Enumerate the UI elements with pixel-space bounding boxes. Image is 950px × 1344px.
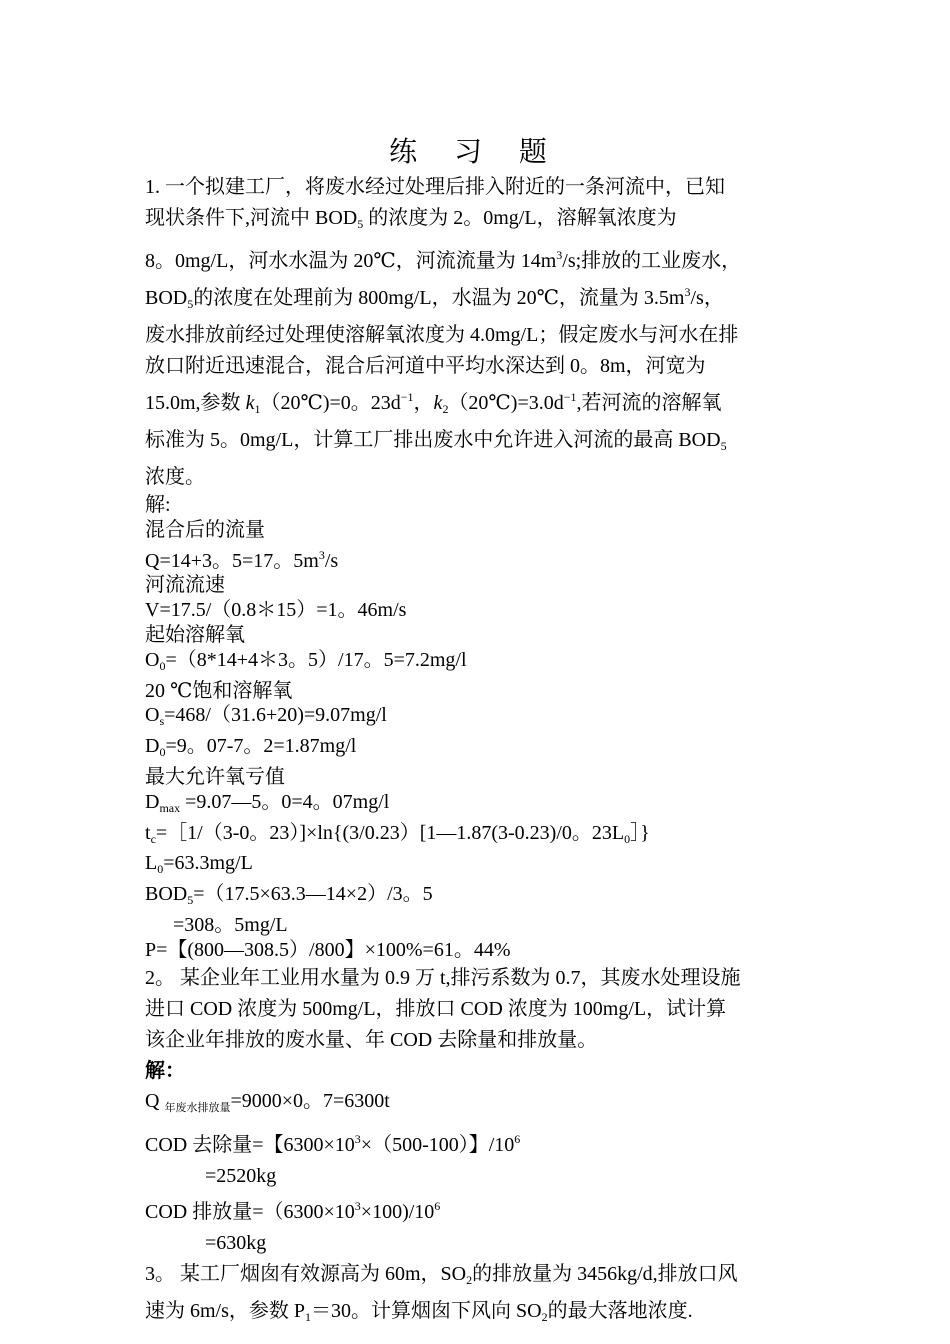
superscript: 3 [684, 285, 691, 299]
text: COD 去除量=【6300×10 [145, 1133, 355, 1156]
superscript: 3 [354, 1131, 361, 1146]
text: （20℃)=0。23d [260, 392, 401, 414]
solution-line [145, 734, 810, 765]
subscript: 年废水排放量 [164, 1102, 231, 1115]
question-3 [145, 1259, 810, 1333]
superscript: 3 [354, 1199, 361, 1214]
text: O [145, 704, 160, 727]
q3-line [145, 1259, 810, 1296]
subscript: 0 [157, 862, 164, 877]
text: 现状条件下,河流中 BOD [145, 207, 358, 229]
solution-line [145, 790, 810, 821]
text: =（8*14+4＊3。5）/17。5=7.2mg/l [165, 648, 467, 671]
solution-line: =630kg [205, 1232, 267, 1255]
text: BOD [145, 287, 188, 309]
text: COD 排放量=（6300×10 [145, 1201, 355, 1224]
text: ］} [630, 821, 650, 844]
subscript: 5 [720, 439, 727, 453]
solution-line: 最大允许氧亏值 [145, 765, 285, 788]
solution-1 [145, 493, 810, 963]
solution-line [145, 1191, 810, 1228]
text: /s [324, 549, 339, 572]
solution-line: 混合后的流量 [145, 518, 265, 541]
q1-line: 废水排放前经过处理使溶解氧浓度为 4.0mg/L；假定废水与河水在排 [145, 324, 739, 346]
solution-line [145, 1086, 810, 1124]
solution-line: 20 ℃饱和溶解氧 [145, 679, 293, 702]
solution-line: 起始溶解氧 [145, 623, 245, 646]
solution-line [145, 882, 810, 913]
question-1 [145, 172, 810, 493]
text: =468/（31.6+20)=9.07mg/l [164, 704, 387, 727]
superscript: −1 [563, 390, 577, 404]
text: 速为 6m/s，参数 P [145, 1299, 306, 1322]
text: D [145, 790, 160, 813]
solution-line: =308。5mg/L [173, 913, 288, 936]
text: 的浓度在处理前为 800mg/L，水温为 20℃，流量为 3.5m [193, 287, 685, 309]
subscript: 5 [187, 297, 194, 311]
superscript: −1 [400, 390, 414, 404]
subscript: 1 [305, 1309, 312, 1324]
text: 的最大落地浓度. [547, 1299, 693, 1322]
q1-line: 放口附近迅速混合，混合后河道中平均水深达到 0。8m，河宽为 [145, 355, 706, 377]
text: =（17.5×63.3—14×2）/3。5 [193, 883, 433, 906]
text: ×100)/10 [360, 1201, 435, 1224]
k-symbol: k [245, 392, 255, 414]
subscript: max [159, 800, 181, 815]
text: 标准为 5。0mg/L，计算工厂排出废水中允许进入河流的最高 BOD [145, 429, 721, 451]
text: 的排放量为 3456kg/d,排放口风 [472, 1262, 738, 1285]
subscript: 2 [541, 1309, 548, 1324]
text: ， [413, 392, 434, 414]
q1-line [145, 277, 810, 320]
solution-line: 河流流速 [145, 574, 225, 597]
solution-line [145, 1124, 810, 1161]
q2-line: 2。 某企业年工业用水量为 0.9 万 t,排污系数为 0.7，其废水处理设施 [145, 966, 741, 989]
text: ,若河流的溶解氧 [576, 392, 722, 414]
k-symbol: k [433, 392, 443, 414]
text: Q=14+3。5=17。5m [145, 549, 319, 572]
q3-line [145, 1296, 810, 1333]
text: 15.0m,参数 [145, 392, 246, 414]
q2-line: 进口 COD 浓度为 500mg/L，排放口 COD 浓度为 100mg/L，试计算 [145, 997, 727, 1020]
solution-line: =2520kg [205, 1164, 277, 1187]
subscript: s [159, 714, 165, 729]
q1-line: 1. 一个拟建工厂，将废水经过处理后排入附近的一条河流中，已知 [145, 176, 725, 198]
solution-2 [145, 1056, 810, 1259]
text: =9000×0。7=6300t [230, 1090, 390, 1113]
solution-line [145, 851, 810, 882]
solution-line: P=【(800—308.5）/800】×100%=61。44% [145, 938, 511, 961]
text: （20℃)=3.0d [448, 392, 564, 414]
subscript: 2 [466, 1272, 473, 1287]
solution-line: V=17.5/（0.8＊15）=1。46m/s [145, 599, 407, 622]
text: ×（500-100）】/10 [360, 1133, 515, 1156]
solution-label: 解： [145, 1059, 185, 1082]
text: 8。0mg/L，河水水温为 20℃，河流流量为 14m [145, 250, 557, 272]
text: /s， [690, 287, 724, 309]
q1-line [145, 240, 810, 277]
text: 3。 某工厂烟囱有效源高为 60m，SO [145, 1262, 467, 1285]
solution-line [145, 543, 810, 574]
text: ＝30。计算烟囱下风向 SO [311, 1299, 542, 1322]
question-2 [145, 963, 810, 1056]
text: Q [145, 1090, 165, 1113]
superscript: 3 [318, 547, 325, 562]
subscript: 1 [254, 402, 261, 416]
text: =63.3mg/L [163, 852, 253, 875]
superscript: 6 [434, 1199, 441, 1214]
subscript: 5 [187, 893, 194, 908]
solution-label: 解: [145, 494, 171, 516]
superscript: 3 [556, 248, 563, 262]
document-body [145, 172, 810, 1333]
q1-line [145, 382, 810, 425]
text: L [145, 852, 158, 875]
q1-line [145, 203, 810, 240]
text: D [145, 735, 160, 758]
text: =9.07—5。0=4。07mg/l [180, 790, 390, 813]
subscript: 2 [442, 402, 449, 416]
subscript: 0 [624, 831, 631, 846]
text: t [145, 821, 151, 844]
page-title: 练 习 题 [389, 135, 561, 168]
text: BOD [145, 883, 188, 906]
subscript: c [150, 831, 156, 846]
text: 的浓度为 2。0mg/L，溶解氧浓度为 [368, 207, 677, 229]
solution-line [145, 821, 810, 852]
solution-line [145, 648, 810, 679]
text: =9。07-7。2=1.87mg/l [165, 735, 357, 758]
subscript: 0 [159, 745, 166, 760]
q2-line: 该企业年排放的废水量、年 COD 去除量和排放量。 [145, 1028, 598, 1051]
subscript: 5 [357, 217, 364, 231]
text: /s;排放的工业废水， [562, 250, 742, 272]
superscript: 6 [514, 1131, 521, 1146]
solution-line [145, 703, 810, 734]
subscript: 0 [159, 658, 166, 673]
text: =［1/（3-0。23）]×ln{(3/0.23）[1—1.87(3-0.23)/0。23L [155, 821, 625, 844]
q1-line: 浓度。 [145, 466, 205, 488]
text: O [145, 648, 160, 671]
q1-line [145, 425, 810, 462]
